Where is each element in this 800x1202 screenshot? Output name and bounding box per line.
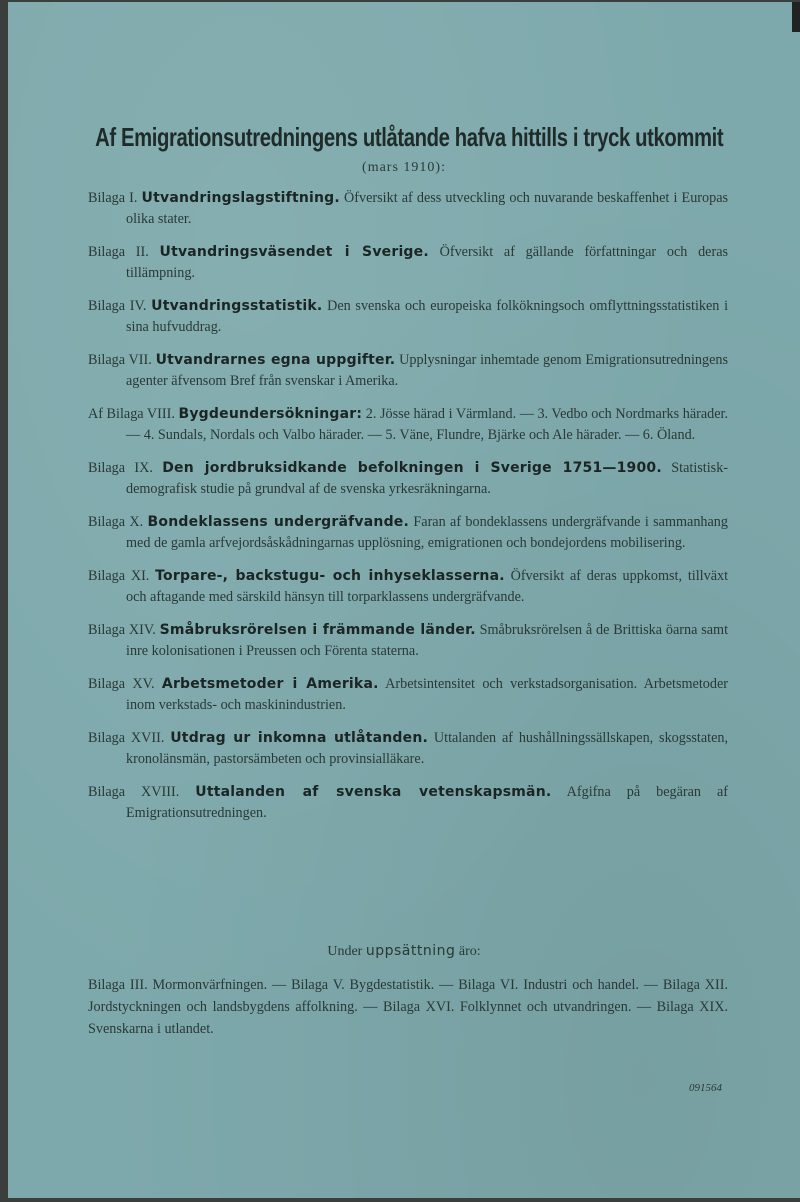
appendix-label: Bilaga I. [88, 190, 138, 206]
appendix-label: Bilaga XV. [88, 676, 155, 692]
appendix-label: Bilaga II. [88, 244, 149, 260]
under-word: Under [327, 944, 363, 959]
appendix-title: Utvandringsväsendet i Sverige. [159, 244, 429, 260]
page-title: Af Emigrationsutredningens utlåtande hafva hittills i tryck utkommit [95, 122, 724, 152]
appendix-label: Bilaga X. [88, 514, 144, 530]
appendix-entry-text [88, 296, 728, 338]
appendix-entry-text [88, 620, 728, 662]
appendix-entry [88, 728, 728, 770]
appendix-title: Den jordbruksidkande befolkningen i Sverige 1751—1900. [162, 460, 662, 476]
appendix-description: Upplysningar inhemtade genom Emigrationsutredningens agenter äfvensom Bref från svenskar i Amerika. [126, 352, 729, 389]
in-preparation-list: Bilaga III. Mormonvärfningen. — Bilaga V. Bygdestatistik. — Bilaga VI. Industri och handel. — Bilaga XII. Jordstyckningen och landsbygdens affolkning. — Bilaga XVI. Folklynnet och utvandringen. — Bilaga XIX. Svenskarna i utlandet. [88, 977, 728, 1037]
appendix-title: Torpare-, backstugu- och inhyseklasserna. [155, 568, 505, 584]
appendix-entry [88, 566, 728, 608]
aro-word: äro: [458, 944, 481, 959]
appendix-entry-text [88, 404, 728, 446]
appendix-label: Bilaga XI. [88, 568, 150, 584]
appendix-title: Utdrag ur inkomna utlåtanden. [170, 730, 429, 746]
appendix-entry-text [88, 782, 728, 824]
appendix-entry [88, 350, 728, 392]
appendix-label: Bilaga IX. [88, 460, 153, 476]
appendix-entry [88, 404, 728, 446]
appendix-title: Arbetsmetoder i Amerika. [161, 676, 379, 692]
appendix-description: Öfversikt af gällande författningar och deras tillämpning. [126, 244, 729, 281]
appendix-description: 2. Jösse härad i Värmland. — 3. Vedbo och Nordmarks härader. — 4. Sundals, Nordals och Valbo härader. — 5. Väne, Flundre, Bjärke och Ale härader. — 6. Öland. [126, 406, 729, 443]
appendix-entry [88, 242, 728, 284]
appendix-title: Utvandrarnes egna uppgifter. [155, 352, 396, 368]
appendix-title: Utvandringsstatistik. [151, 298, 323, 314]
appendix-entry-text [88, 728, 728, 770]
appendix-label: Bilaga IV. [88, 298, 147, 314]
appendix-entry-text [88, 512, 728, 554]
appendix-label: Af Bilaga VIII. [88, 406, 175, 422]
appendix-title: Uttalanden af svenska vetenskapsmän. [195, 784, 552, 800]
appendix-title: Bygdeundersökningar: [178, 406, 363, 422]
appendix-description: Arbetsintensitet och verkstadsorganisation. Arbetsmetoder inom verkstads- och maskinindustrien. [126, 676, 728, 713]
appendix-entry [88, 188, 728, 230]
uppsattning-word: uppsättning [365, 943, 456, 959]
appendix-description: Statistisk-demografisk studie på grundval af de svenska yrkesräkningarna. [126, 460, 729, 497]
appendix-description: Uttalanden af hushållningssällskapen, skogsstaten, kronolänsmän, pastorsämbeten och provinsialläkare. [126, 730, 729, 767]
appendix-entry-text [88, 350, 728, 392]
appendix-entry [88, 674, 728, 716]
in-preparation-heading [8, 943, 800, 960]
printed-page [8, 2, 800, 1198]
appendix-description: Faran af bondeklassens undergräfvande i sammanhang med de gamla arfvejordsåskådningarnas upplösning, emigrationen och bondejordens mobilisering. [126, 514, 728, 551]
page-corner-shadow [792, 2, 800, 32]
appendix-entry-text [88, 242, 728, 284]
appendix-entry-text [88, 674, 728, 716]
appendix-title: Utvandringslagstiftning. [141, 190, 340, 206]
appendix-description: Den svenska och europeiska folkökningsoch omflyttningsstatistiken i sina hufvuddrag. [126, 298, 729, 335]
appendix-label: Bilaga XIV. [88, 622, 156, 638]
appendix-entry-text [88, 188, 728, 230]
serial-number: 091564 [689, 1082, 722, 1094]
appendix-list [88, 188, 728, 836]
appendix-label: Bilaga VII. [88, 352, 152, 368]
appendix-entry-text [88, 566, 728, 608]
appendix-description: Öfversikt af dess utveckling och nuvarande beskaffenhet i Europas olika stater. [126, 190, 729, 227]
appendix-label: Bilaga XVII. [88, 730, 165, 746]
appendix-entry [88, 512, 728, 554]
appendix-description: Småbruksrörelsen å de Brittiska öarna samt inre kolonisationen i Preussen och Förenta staterna. [126, 622, 729, 659]
appendix-entry [88, 620, 728, 662]
appendix-description: Afgifna på begäran af Emigrationsutredningen. [126, 784, 729, 821]
appendix-label: Bilaga XVIII. [88, 784, 180, 800]
appendix-title: Småbruksrörelsen i främmande länder. [159, 622, 476, 638]
appendix-entry [88, 458, 728, 500]
appendix-entry-text [88, 458, 728, 500]
appendix-entry [88, 296, 728, 338]
appendix-title: Bondeklassens undergräfvande. [147, 514, 410, 530]
page-subtitle: (mars 1910): [362, 160, 446, 175]
appendix-entry [88, 782, 728, 824]
appendix-description: Öfversikt af deras uppkomst, tillväxt och aftagande med särskild hänsyn till torparklassens undergräfvande. [126, 568, 729, 605]
